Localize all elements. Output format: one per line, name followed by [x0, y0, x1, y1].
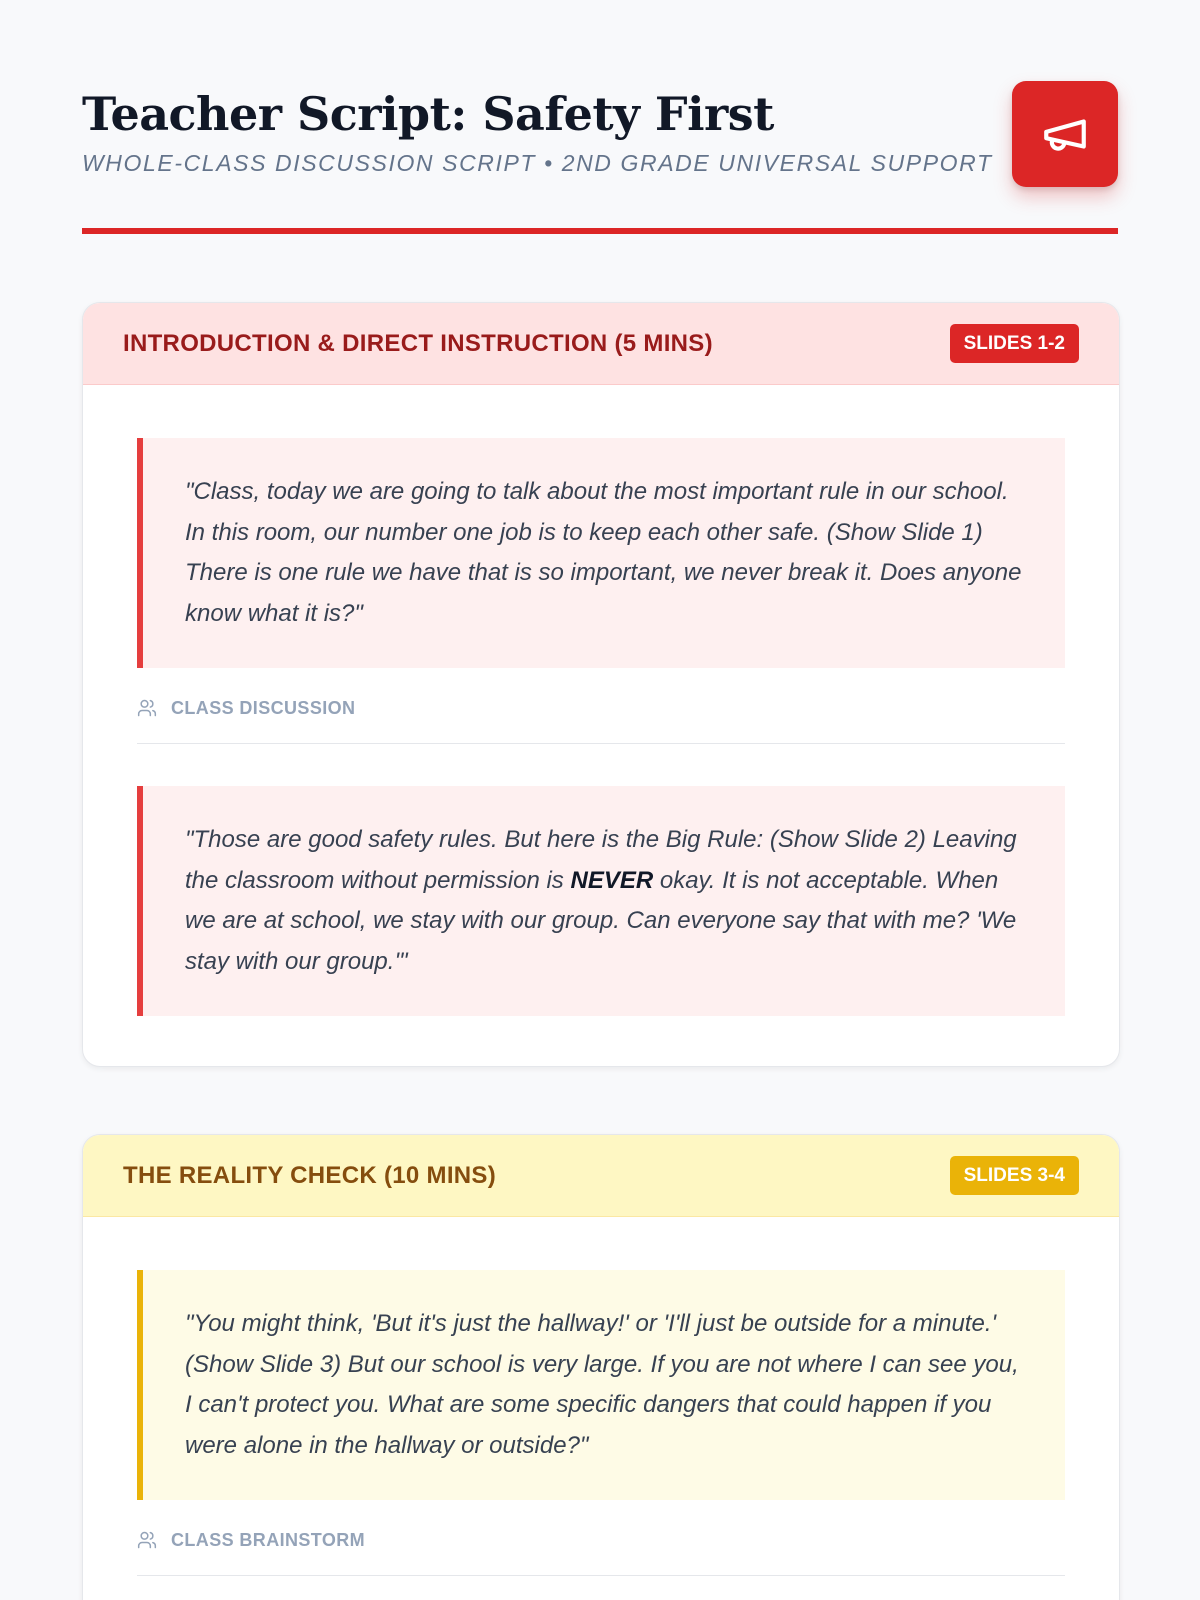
section-header: [83, 1135, 1119, 1217]
activity-label: CLASS BRAINSTORM: [171, 1530, 366, 1550]
slides-badge: SLIDES 3-4: [950, 1156, 1079, 1195]
page-title: Teacher Script: Safety First: [82, 87, 774, 141]
slides-badge: SLIDES 1-2: [950, 324, 1079, 363]
section-card-reality-check: [82, 1134, 1120, 1600]
page-header: [82, 0, 1118, 234]
section-title: INTRODUCTION & DIRECT INSTRUCTION (5 MINS): [123, 329, 713, 357]
section-title: THE REALITY CHECK (10 MINS): [123, 1161, 497, 1189]
script-quote: "Class, today we are going to talk about the most important rule in our school. In this room, our number one job is to keep each other safe. (Show Slide 1) There is one rule we have that is so important, we never break it. Does anyone know what it is?": [137, 438, 1065, 668]
section-header: [83, 303, 1119, 385]
megaphone-icon: [1012, 81, 1118, 187]
users-icon: [137, 1530, 159, 1552]
script-quote: "You might think, 'But it's just the hallway!' or 'I'll just be outside for a minute.' (Show Slide 3) But our school is very large. If you are not where I can see you, I can't protect you. What are some specific dangers that could happen if you were alone in the hallway or outside?": [137, 1270, 1065, 1500]
activity-row: [137, 1500, 1065, 1576]
script-quote: [137, 786, 1065, 1016]
quote-emphasis: NEVER: [570, 866, 654, 894]
page-subtitle: WHOLE-CLASS DISCUSSION SCRIPT • 2ND GRADE UNIVERSAL SUPPORT: [82, 150, 993, 176]
quote-text: okay. It is not acceptable. When we are at school, we stay with our group. Can everyone say that with me? 'We stay with our group.'": [185, 866, 1017, 975]
activity-row: [137, 668, 1065, 744]
users-icon: [137, 698, 159, 720]
quote-text: "Those are good safety rules. But here is the Big Rule: (Show Slide 2) Leaving the classroom without permission is: [185, 826, 1017, 894]
activity-label: CLASS DISCUSSION: [171, 698, 356, 718]
section-card-introduction: [82, 302, 1120, 1067]
